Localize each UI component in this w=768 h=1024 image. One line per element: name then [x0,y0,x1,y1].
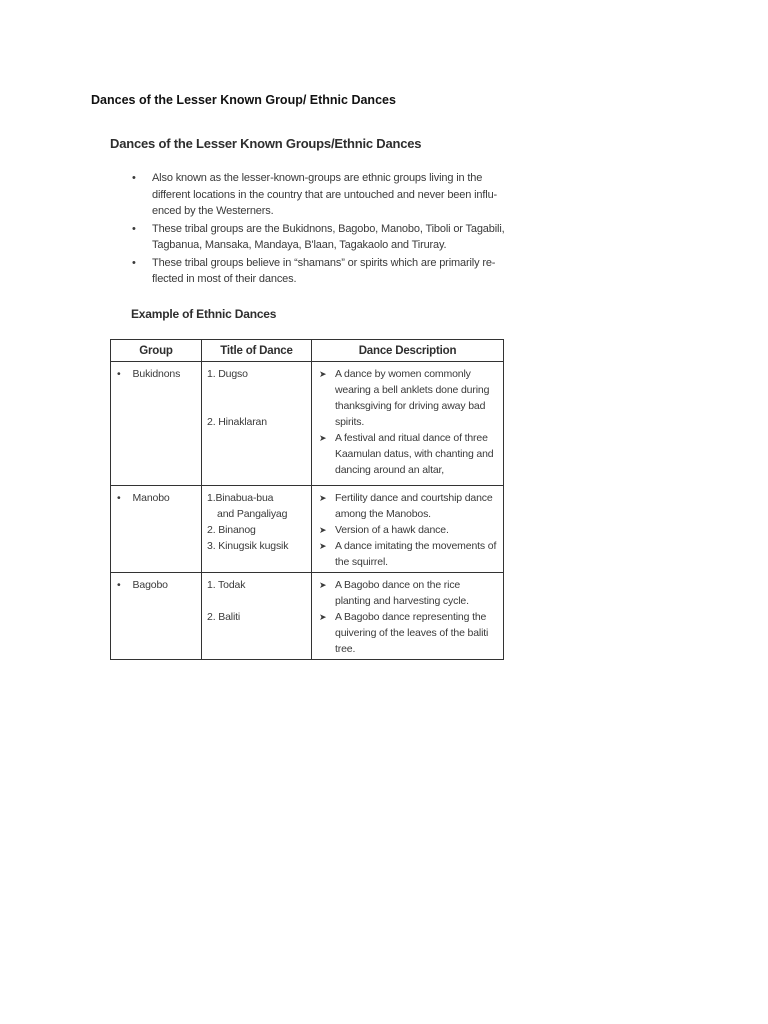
arrow-bullet-icon: ➤ [319,525,327,535]
bullet-dot-icon: • [117,492,121,504]
title-cell [202,573,312,660]
description-cell [312,486,504,573]
group-cell [111,573,202,660]
bullet-dot-icon: • [132,222,136,235]
description-item: ➤ A Bagobo dance representing the quivering of the leaves of the baliti tree. [319,611,489,655]
description-item: ➤ Version of a hawk dance. [319,524,449,536]
description-cell [312,573,504,660]
bullet-dot-icon: • [117,368,121,380]
table-header-row [111,340,504,362]
dance-title: and Pangaliyag [217,508,288,520]
arrow-bullet-icon: ➤ [319,433,327,443]
arrow-bullet-icon: ➤ [319,612,327,622]
table-row [111,573,504,660]
description-item: ➤ A dance imitating the movements of the squirrel. [319,540,497,568]
group-cell [111,362,202,486]
description-cell [312,362,504,486]
ethnic-dances-table [110,339,504,660]
arrow-bullet-icon: ➤ [319,493,327,503]
dance-title: 1. Todak [207,579,246,591]
bullet-item: • Also known as the lesser-known-groups are ethnic groups living in the different locations in the country that are untouched and never been influ-enced by the Westerners. [132,172,498,217]
dance-title: 1.Binabua-bua [207,492,274,504]
title-cell [202,486,312,573]
group-name: Bukidnons [132,368,181,380]
bullet-dot-icon: • [132,256,136,269]
description-item: ➤ A dance by women commonly wearing a bell anklets done during thanksgiving for driving away bad spirits. [319,368,490,428]
description-item: ➤ A Bagobo dance on the rice planting and harvesting cycle. [319,579,469,607]
description-item: ➤ A festival and ritual dance of three Kaamulan datus, with chanting and dancing around an altar, [319,432,494,476]
dance-title: 2. Hinaklaran [207,416,267,428]
description-item: ➤ Fertility dance and courtship dance among the Manobos. [319,492,493,520]
group-name: Manobo [132,492,170,504]
header-title-of-dance: Title of Dance [202,340,312,362]
group-cell [111,486,202,573]
bullet-list [130,170,516,289]
title-cell [202,362,312,486]
header-dance-description: Dance Description [312,340,504,362]
excerpt-title: Dances of the Lesser Known Groups/Ethnic Dances [110,136,422,151]
bullet-dot-icon: • [117,579,121,591]
table-row [111,486,504,573]
dance-title: 2. Baliti [207,611,241,623]
bullet-item: • These tribal groups are the Bukidnons, Bagobo, Manobo, Tiboli or Tagabili, Tagbanua, Mansaka, Mandaya, B'laan, Tagakaolo and Tiruray. [132,222,505,251]
arrow-bullet-icon: ➤ [319,541,327,551]
dance-title: 2. Binanog [207,524,256,536]
example-title: Example of Ethnic Dances [131,307,277,321]
bullet-item: • These tribal groups believe in “shamans” or spirits which are primarily re-flected in most of their dances. [132,256,496,285]
dance-title: 1. Dugso [207,368,248,380]
header-group: Group [111,340,202,362]
dance-title: 3. Kinugsik kugsik [207,540,289,552]
table-row [111,362,504,486]
arrow-bullet-icon: ➤ [319,369,327,379]
bullet-dot-icon: • [132,172,136,184]
group-name: Bagobo [132,579,168,591]
page-heading: Dances of the Lesser Known Group/ Ethnic Dances [91,93,396,107]
arrow-bullet-icon: ➤ [319,580,327,590]
